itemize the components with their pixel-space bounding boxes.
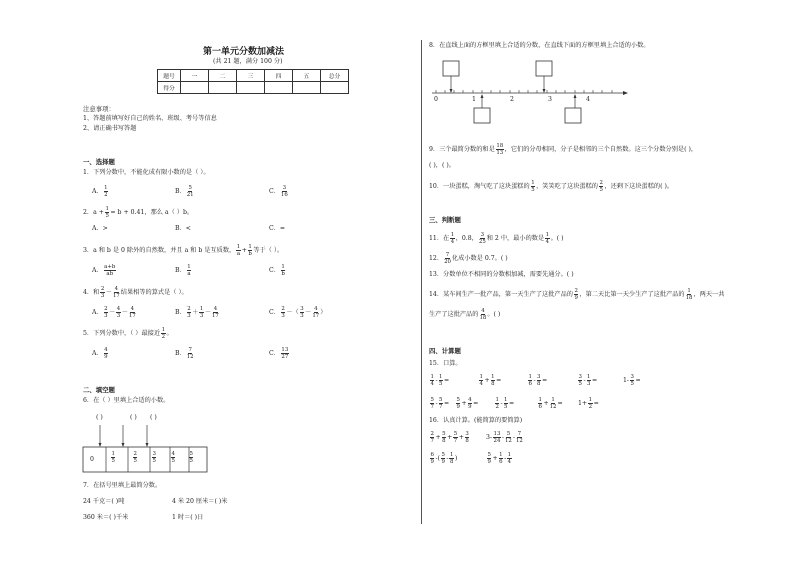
score-head-cell: 五 [293,70,321,82]
calc-item: $\frac{5}{9}$ + $\frac{1}{6}$ - $\frac{1}{4}$ [487,452,512,465]
question-7-stem: 7．在括号里填上最简分数。 [83,482,162,489]
fraction: $\frac{4}{17}$ [128,306,136,319]
q1-option-a[interactable] [92,185,109,198]
q7-blank-row[interactable]: 4 米 20 厘米＝( )米 [172,498,228,505]
question-14-line2: 生产了这批产品的 $\frac{4}{18}$ 。( ) [429,308,501,321]
q3-option-c[interactable]: C． $\frac{1}{b}$ [269,264,285,277]
question-11-stem: 11．在 $\frac{1}{4}$ ，0.8， $\frac{3}{25}$ 和 2 中，最小的数是 $\frac{1}{4}$ 。( ) [429,232,564,245]
calc-item: 1+ $\frac{1}{2}$ = [578,397,599,410]
fraction: $\frac{2}{3}$ [187,306,191,319]
fraction: $\frac{4}{17}$ [312,306,320,319]
q8-box-above [443,61,459,76]
calc-item: $\frac{1}{4}$ - $\frac{1}{5}$ = [430,374,450,387]
score-head-cell: 总分 [321,70,349,82]
q8-axis-label: 1 [472,96,476,103]
question-4-stem: 4．和 $\frac{2}{3}$ － $\frac{4}{17}$ 结果相等的算式是（ ）。 [83,286,188,299]
score-table-score-row [158,82,349,94]
score-head-cell: 一 [181,70,209,82]
fraction: $\frac{3}{16}$ [280,185,288,198]
fraction: $\frac{2}{9}$ [574,288,578,301]
question-12-stem: 12． $\frac{7}{20}$ 化成小数是 0.7。( ) [429,252,508,265]
fraction: $\frac{2}{3}$ [100,286,105,299]
q6-number-line-diagram [82,425,212,475]
q7-blank-row[interactable]: 1 时＝( )日 [172,514,204,521]
fraction: $\frac{4}{17}$ [112,286,120,299]
question-2-stem: 2．a + $\frac{1}{5}$ = b + 0.41，那么 a（ ）b。 [83,206,194,219]
score-table-head-row [158,70,349,82]
q5-option-b[interactable]: B． $\frac{7}{12}$ [175,347,194,360]
q8-box-below [474,108,490,123]
q6-answer-blank[interactable]: ( ) [96,414,103,421]
q8-axis-label: 3 [548,96,552,103]
fraction: $\frac{13}{27}$ [281,347,289,360]
q4-option-a[interactable]: A． $\frac{2}{3}$ － $\frac{4}{3}$ － $\frac{4}{17}$ [92,306,136,319]
score-head-cell: 三 [237,70,265,82]
section-heading-fill: 二、填空题 [83,386,115,394]
score-row-label: 得分 [158,82,181,94]
question-14-stem: 14．某车间生产一批产品，第一天生产了这批产品的 $\frac{2}{9}$ ，第二天比第一天少生产了这批产品的 $\frac{1}{18}$ ，两天一共 [429,288,725,301]
q4-option-b[interactable]: B． $\frac{2}{3}$ ＋ $\frac{1}{3}$ － $\frac{4}{17}$ [175,306,219,319]
fraction: $\frac{1}{2}$ [104,185,108,198]
score-input-cell[interactable] [209,82,237,94]
calc-item: $\frac{1}{4}$ + $\frac{1}{8}$ = [479,374,502,387]
q2-option-b[interactable]: B．< [175,225,191,232]
calc-item: $\frac{1}{2}$ - $\frac{1}{5}$ = [495,397,515,410]
fraction: $\frac{4}{17}$ [212,306,219,319]
fraction: $\frac{18}{13}$ [496,143,504,156]
fraction: $\frac{1}{3}$ [199,306,204,319]
score-table [157,69,349,94]
calc-item: $\frac{2}{7}$ + $\frac{5}{8}$ + $\frac{5}{7}$ + $\frac{3}{8}$ [430,431,469,444]
question-3-stem: 3．a 和 b 是 0 除外的自然数，并且 a 和 b 是互质数， $\frac{1}{a}$ + $\frac{1}{b}$ 等于（ ）。 [83,244,284,257]
question-9-stem: 9．三个最简分数的和是 $\frac{18}{13}$ ，它们的分母相同，分子是相邻的三个自然数。这三个分数分别是( )， [429,143,698,156]
fraction: $\frac{3}{25}$ [478,232,486,245]
q6-answer-blank[interactable]: ( ) [150,414,157,421]
score-input-cell[interactable] [181,82,209,94]
q5-option-c[interactable]: C． $\frac{13}{27}$ [269,347,289,360]
fraction: $\frac{1}{b}$ [248,244,252,257]
score-input-cell[interactable] [293,82,321,94]
score-head-cell: 题号 [158,70,181,82]
section-heading-calc: 四、计算题 [429,347,461,355]
fraction: $\frac{5}{21}$ [186,185,194,198]
fraction: $\frac{1}{b}$ [281,264,285,277]
fraction: $\frac{4}{3}$ [116,306,121,319]
q7-blank-row[interactable]: 24 千克＝( )吨 [83,498,125,505]
fraction: $\frac{1}{a}$ [236,244,241,257]
page-subtitle: (共 21 题，满分 100 分) [213,58,283,65]
q1-option-b[interactable] [175,185,195,198]
score-input-cell[interactable] [321,82,349,94]
question-1-stem: 1．下列分数中，不能化成有限小数的是（ ）。 [83,169,210,176]
q6-tick-label: $\frac{1}{5}$ [111,451,115,464]
fraction: $\frac{1}{a}$ [187,264,191,277]
q5-option-a[interactable]: A． $\frac{4}{9}$ [92,347,108,360]
option-label: B． [175,188,186,195]
fraction: $\frac{1}{2}$ [161,327,165,340]
q3-option-a[interactable]: A． $\frac{a+b}{ab}$ [92,264,116,277]
score-input-cell[interactable] [265,82,293,94]
fraction: $\frac{4}{9}$ [104,347,108,360]
calc-item: $\frac{1}{6}$ + $\frac{1}{12}$ = [538,397,563,410]
question-10-stem: 10．一块蛋糕，淘气吃了这块蛋糕的 $\frac{1}{5}$ ，笑笑吃了这块蛋糕的 $\frac{2}{5}$ ，还剩下这块蛋糕的( )。 [429,180,674,193]
calc-item: $\frac{3}{5}$ - $\frac{1}{3}$ = [578,374,598,387]
section-heading-choice: 一、选择题 [83,158,115,166]
q8-box-below [565,108,581,123]
fraction: $\frac{4}{18}$ [479,308,487,321]
fraction: $\frac{2}{3}$ [104,306,108,319]
option-label: A． [92,188,103,195]
q6-tick-label: $\frac{4}{5}$ [171,451,175,464]
calc-item: $\frac{5}{9}$ + $\frac{4}{9}$ = [456,397,479,410]
q6-zero-label: 0 [90,456,94,463]
question-13-stem: 13．分数单位不相同的分数相加减，需要先通分。( ) [429,271,574,278]
notes-item: 2、请正确书写答题 [83,125,137,132]
notes-heading: 注意事项： [83,105,115,113]
calc-item: $\frac{5}{7}$ - $\frac{5}{7}$ = [430,397,450,410]
page-title: 第一单元分数加减法 [203,47,285,57]
q4-option-c[interactable]: C． $\frac{2}{3}$ －（ $\frac{3}{3}$ － $\frac{4}{17}$ ） [269,306,327,319]
q6-tick-label: $\frac{3}{5}$ [152,451,156,464]
q8-number-line-diagram [430,58,630,128]
q8-axis-label: 4 [586,96,590,103]
score-head-cell: 二 [209,70,237,82]
score-input-cell[interactable] [237,82,265,94]
question-15-stem: 15．口算。 [429,360,462,367]
question-8-stem: 8．在直线上面的方框里填上合适的分数，在直线下面的方框里填上合适的小数。 [429,42,650,49]
option-label: C． [269,188,280,195]
q7-blank-row[interactable]: 360 米＝( )千米 [83,514,129,521]
fraction: $\frac{1}{18}$ [685,288,693,301]
fraction: $\frac{a+b}{ab}$ [104,264,116,277]
q6-tick-label: $\frac{2}{5}$ [133,451,137,464]
calc-item: $\frac{1}{6}$ - $\frac{3}{8}$ = [528,374,548,387]
q2-option-c[interactable]: C．= [269,225,286,232]
score-head-cell: 四 [265,70,293,82]
question-6-stem: 6．在（ ）里填上合适的小数。 [83,397,170,404]
fraction: $\frac{1}{4}$ [545,232,550,245]
question-16-stem: 16．认真计算。(能简算的要简算) [429,417,523,424]
fraction: $\frac{2}{3}$ [281,306,285,319]
q3-option-b[interactable]: B． $\frac{1}{a}$ [175,264,191,277]
q8-axis-label: 2 [510,96,514,103]
page-divider [421,40,422,524]
calc-item: $\frac{6}{9}$ -( $\frac{5}{9}$ - $\frac{1}{8}$ ) [430,452,458,465]
fraction: $\frac{7}{12}$ [186,347,194,360]
fraction: $\frac{1}{5}$ [531,180,535,193]
calc-item: 1- $\frac{3}{5}$ = [623,374,641,387]
fraction: $\frac{1}{4}$ [450,232,455,245]
fraction: $\frac{1}{5}$ [105,206,109,219]
q6-answer-blank[interactable]: ( ) [130,414,137,421]
q9-answer-blanks[interactable]: ( )，( )。 [429,162,455,169]
fraction: $\frac{7}{20}$ [444,252,451,265]
q8-axis-label: 0 [434,96,438,103]
q2-option-a[interactable]: A．> [92,225,108,232]
q8-box-above [536,61,552,76]
calc-item: 3- $\frac{13}{24}$ - $\frac{5}{12}$ - $\frac{7}{12}$ [486,431,523,444]
section-heading-judge: 三、判断题 [429,216,461,224]
q1-option-c[interactable] [269,185,289,198]
question-5-stem: 5．下列分数中，（ ）最接近 $\frac{1}{2}$ 。 [83,327,173,340]
fraction: $\frac{3}{3}$ [300,306,304,319]
q6-tick-label: $\frac{5}{5}$ [189,451,193,464]
notes-item: 1、答题前填写好自己的姓名、班级、考号等信息 [83,115,217,122]
fraction: $\frac{2}{5}$ [599,180,603,193]
